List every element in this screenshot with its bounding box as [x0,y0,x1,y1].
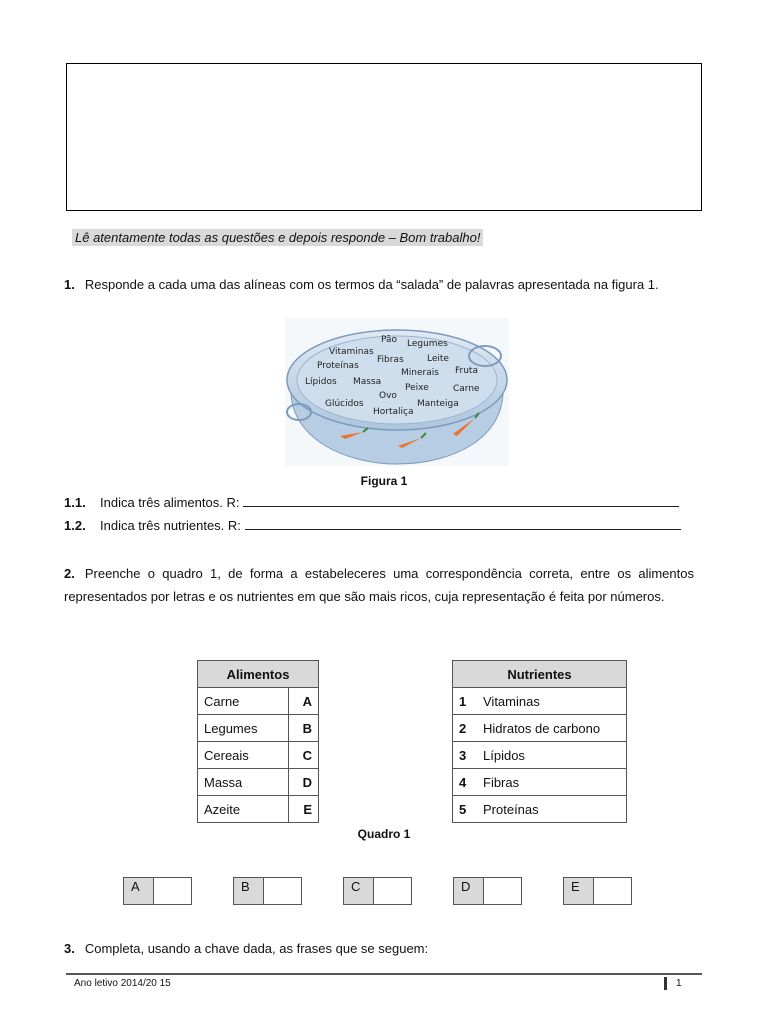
answer-box-label: C [344,878,374,904]
header-box [66,63,702,211]
figure-word: Vitaminas [329,347,374,357]
answer-box-a [123,877,192,905]
alimento-letter: A [288,688,318,715]
table-row [198,715,319,742]
table-row [453,742,627,769]
footer-divider [66,973,702,975]
answer-box-c [343,877,412,905]
alimento-letter: C [288,742,318,769]
table-row [453,769,627,796]
figure-word: Massa [353,377,382,387]
question-2-number: 2. [64,566,75,581]
figure-word: Pão [381,335,398,345]
instruction-banner: Lê atentamente todas as questões e depois responde – Bom trabalho! [72,229,483,246]
footer-school-year: Ano letivo 2014/20 15 [74,978,171,989]
table-row [198,742,319,769]
figure-1-salad-bowl [285,318,509,466]
answer-box-label: D [454,878,484,904]
answer-box-input[interactable] [594,878,631,904]
question-1-1 [64,495,704,510]
nutrientes-header: Nutrientes [453,661,627,688]
question-1-text: Responde a cada uma das alíneas com os termos da “salada” de palavras apresentada na figura 1. [84,277,659,292]
table-row [453,796,627,823]
nutriente-number: 2 [459,720,467,736]
alimento-name: Massa [198,769,289,796]
figure-word: Ovo [379,391,397,401]
alimento-letter: B [288,715,318,742]
alimento-letter: E [288,796,318,823]
question-3-number: 3. [64,941,75,956]
quadro-1-caption: Quadro 1 [357,827,411,841]
figure-word: Peixe [405,383,429,393]
table-row [198,688,319,715]
nutriente-number: 5 [459,801,467,817]
figure-word: Manteiga [417,399,459,409]
question-1 [64,273,694,296]
question-1-2 [64,518,704,533]
answer-box-d [453,877,522,905]
question-2 [64,562,694,608]
answer-box-b [233,877,302,905]
answer-line-1-2[interactable] [245,519,681,530]
nutriente-name: Lípidos [483,747,525,763]
question-1-number: 1. [64,277,75,292]
question-1-1-number: 1.1. [64,495,86,510]
figure-1-caption: Figura 1 [360,474,408,488]
answer-box-label: E [564,878,594,904]
alimento-name: Legumes [198,715,289,742]
figure-word: Fruta [455,366,478,376]
alimento-name: Cereais [198,742,289,769]
answer-box-label: A [124,878,154,904]
answer-line-1-1[interactable] [243,496,679,507]
table-row [453,688,627,715]
question-1-2-number: 1.2. [64,518,86,533]
figure-word: Glúcidos [325,399,364,409]
figure-word: Lípidos [305,377,337,387]
alimento-name: Carne [198,688,289,715]
alimentos-table [197,660,319,823]
nutriente-number: 1 [459,693,467,709]
alimento-letter: D [288,769,318,796]
nutrientes-table [452,660,627,823]
table-row [453,715,627,742]
footer-page-separator [664,977,667,990]
question-3-text: Completa, usando a chave dada, as frases que se seguem: [84,941,429,956]
nutriente-number: 4 [459,774,467,790]
table-row [198,769,319,796]
answer-box-e [563,877,632,905]
nutriente-name: Fibras [483,774,520,790]
question-3 [64,937,694,960]
answer-box-input[interactable] [374,878,411,904]
answer-box-input[interactable] [484,878,521,904]
nutriente-name: Proteínas [483,801,539,817]
figure-word: Legumes [407,339,448,349]
figure-word: Leite [427,354,449,364]
nutriente-name: Vitaminas [483,693,540,709]
figure-word: Minerais [401,368,439,378]
alimentos-header: Alimentos [198,661,319,688]
nutriente-number: 3 [459,747,467,763]
question-2-text: Preenche o quadro 1, de forma a estabeleceres uma correspondência correta, entre os alimentos representados por letras e os nutrientes em que são mais ricos, cuja representação é feita por números. [64,566,694,604]
figure-word: Hortaliça [373,407,414,417]
figure-word: Proteínas [317,361,359,371]
salad-bowl-illustration [285,318,509,466]
nutriente-name: Hidratos de carbono [483,720,601,736]
question-1-1-text: Indica três alimentos. R: [100,495,240,510]
figure-word: Fibras [377,355,404,365]
answer-box-input[interactable] [154,878,191,904]
table-row [198,796,319,823]
footer-page-number: 1 [676,978,682,989]
alimento-name: Azeite [198,796,289,823]
figure-word: Carne [453,384,480,394]
answer-box-label: B [234,878,264,904]
answer-box-input[interactable] [264,878,301,904]
question-1-2-text: Indica três nutrientes. R: [100,518,241,533]
